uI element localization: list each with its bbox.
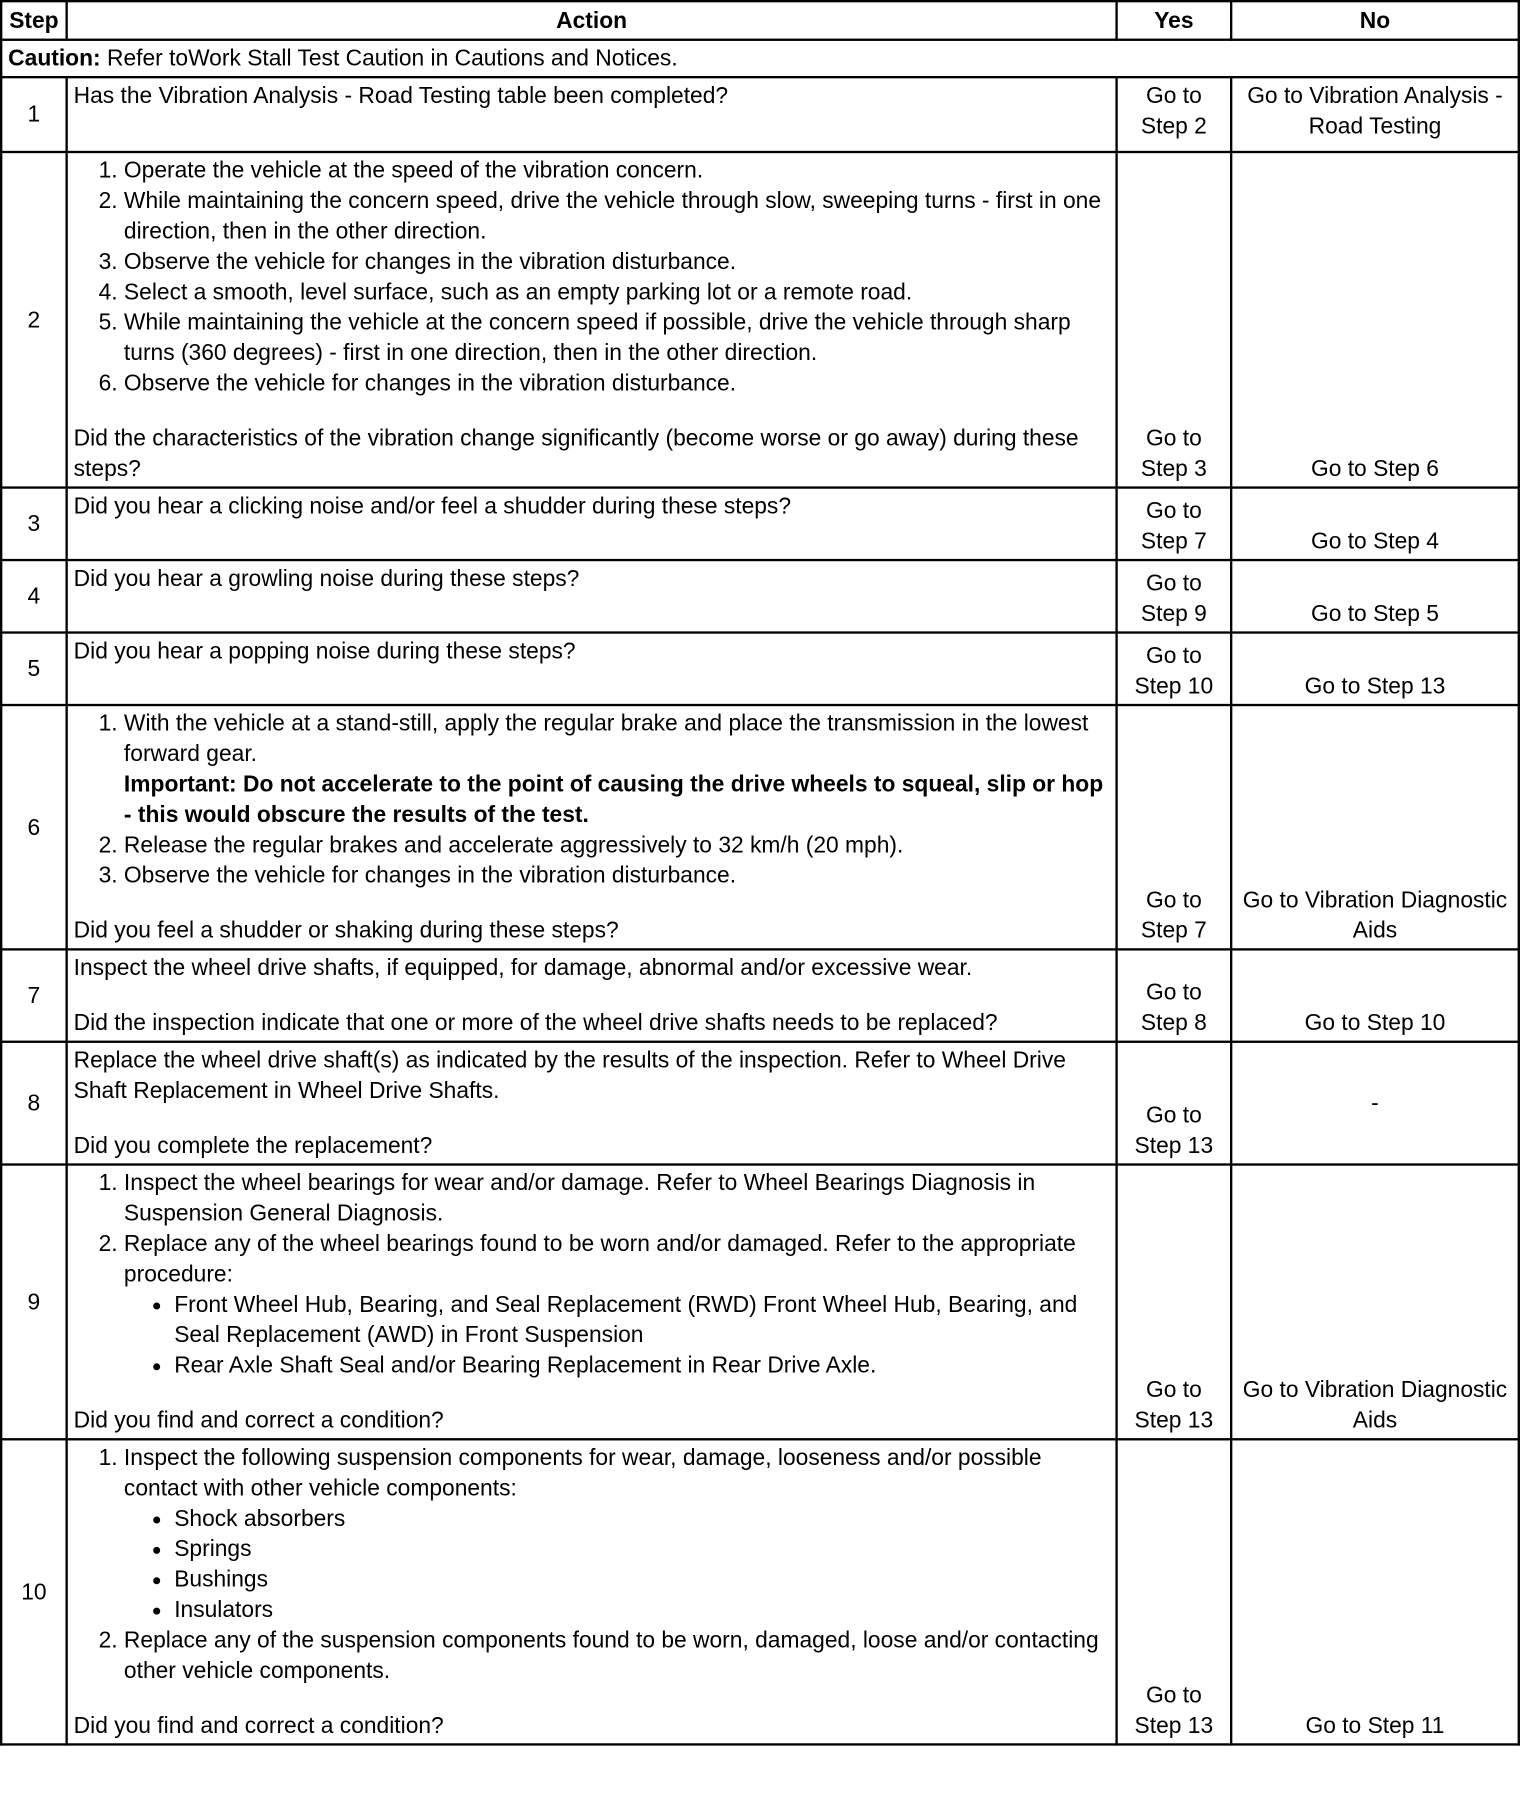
list-item-text: Replace any of the wheel bearings found to be worn and/or damaged. Refer to the appropriate procedure:	[123, 1231, 1076, 1288]
step-number: 6	[1, 705, 66, 949]
question-text: Did you complete the replacement?	[73, 1132, 433, 1159]
bullet-list	[124, 1290, 1110, 1381]
bullet-item: • Rear Axle Shaft Seal and/or Bearing Replacement in Rear Drive Axle.	[174, 1350, 1109, 1380]
yes-link[interactable]: Go to Step 7	[1117, 488, 1232, 560]
list-item-text: Inspect the following suspension components for wear, damage, looseness and/or possible contact with other vehicle components:	[123, 1445, 1042, 1502]
no-link[interactable]: Go to Step 4	[1231, 488, 1519, 560]
header-no: No	[1231, 1, 1519, 40]
yes-link[interactable]: Go to Step 8	[1117, 949, 1232, 1041]
table-row	[1, 705, 1519, 949]
table-row	[1, 1042, 1519, 1165]
step-number: 1	[1, 77, 66, 152]
table-row	[1, 1439, 1519, 1744]
step-number: 3	[1, 488, 66, 560]
question-text: Did you find and correct a condition?	[73, 1407, 444, 1434]
list-item: 3. Observe the vehicle for changes in the vibration disturbance.	[124, 247, 1110, 277]
list-item: 2. Release the regular brakes and accelerate aggressively to 32 km/h (20 mph).	[124, 830, 1110, 860]
question-text: Did you feel a shudder or shaking during these steps?	[73, 917, 619, 944]
no-link[interactable]: Go to Vibration Diagnostic Aids	[1231, 1165, 1519, 1440]
action-cell	[67, 1042, 1117, 1165]
table-row	[1, 560, 1519, 632]
table-row	[1, 77, 1519, 152]
yes-link[interactable]: Go to Step 3	[1117, 152, 1232, 488]
action-cell	[67, 1439, 1117, 1744]
list-item: 6. Observe the vehicle for changes in the vibration disturbance.	[124, 368, 1110, 398]
list-item: 1. Operate the vehicle at the speed of the vibration concern.	[124, 156, 1110, 186]
header-action: Action	[67, 1, 1117, 40]
list-item: 2. While maintaining the concern speed, drive the vehicle through slow, sweeping turns - first in one direction, then in the other direction.	[124, 186, 1110, 247]
table-row	[1, 633, 1519, 705]
no-link[interactable]: Go to Step 5	[1231, 560, 1519, 632]
list-item	[124, 709, 1110, 831]
bullet-item: • Springs	[174, 1534, 1109, 1564]
question-text: Did you find and correct a condition?	[73, 1712, 444, 1739]
bullet-item: • Shock absorbers	[174, 1504, 1109, 1534]
list-item-text: With the vehicle at a stand-still, apply the regular brake and place the transmission in the lowest forward gear.	[123, 710, 1089, 767]
procedure-list	[74, 709, 1110, 891]
action-text: Replace the wheel drive shaft(s) as indicated by the results of the inspection. Refer to Wheel Drive Shaft Replacement in Wheel Drive Shafts.	[73, 1047, 1066, 1104]
yes-link[interactable]: Go to Step 13	[1117, 1165, 1232, 1440]
list-item: 5. While maintaining the vehicle at the concern speed if possible, drive the vehicle through sharp turns (360 degrees) - first in one direction, then in the other direction.	[124, 307, 1110, 368]
caution-text: Refer toWork Stall Test Caution in Cautions and Notices.	[100, 45, 678, 72]
action-text: Did you hear a clicking noise and/or feel a shudder during these steps?	[67, 488, 1117, 560]
action-text: Did you hear a popping noise during these steps?	[67, 633, 1117, 705]
yes-link[interactable]: Go to Step 7	[1117, 705, 1232, 949]
table-row	[1, 488, 1519, 560]
caution-row	[1, 40, 1519, 77]
table-row	[1, 152, 1519, 488]
no-link[interactable]: Go to Step 10	[1231, 949, 1519, 1041]
action-text: Has the Vibration Analysis - Road Testing table been completed?	[67, 77, 1117, 152]
list-item: 1. Inspect the wheel bearings for wear and/or damage. Refer to Wheel Bearings Diagnosis in Suspension General Diagnosis.	[124, 1168, 1110, 1229]
bullet-item: • Bushings	[174, 1564, 1109, 1594]
list-item: 3. Observe the vehicle for changes in the vibration disturbance.	[124, 861, 1110, 891]
header-step: Step	[1, 1, 66, 40]
action-text: Did you hear a growling noise during these steps?	[67, 560, 1117, 632]
no-link[interactable]: Go to Step 11	[1231, 1439, 1519, 1744]
yes-link[interactable]: Go to Step 2	[1117, 77, 1232, 152]
bullet-item: • Insulators	[174, 1595, 1109, 1625]
table-header-row	[1, 1, 1519, 40]
header-yes: Yes	[1117, 1, 1232, 40]
bullet-item: • Front Wheel Hub, Bearing, and Seal Replacement (RWD) Front Wheel Hub, Bearing, and Seal Replacement (AWD) in Front Suspension	[174, 1290, 1109, 1351]
caution-label: Caution:	[8, 45, 101, 72]
step-number: 2	[1, 152, 66, 488]
step-number: 9	[1, 1165, 66, 1440]
action-text: Inspect the wheel drive shafts, if equipped, for damage, abnormal and/or excessive wear.	[73, 955, 973, 981]
important-note: Important: Do not accelerate to the point of causing the drive wheels to squeal, slip or hop - this would obscure the results of the test.	[123, 771, 1104, 828]
no-link[interactable]: Go to Vibration Diagnostic Aids	[1231, 705, 1519, 949]
yes-link[interactable]: Go to Step 10	[1117, 633, 1232, 705]
yes-link[interactable]: Go to Step 13	[1117, 1042, 1232, 1165]
no-link[interactable]: Go to Step 6	[1231, 152, 1519, 488]
step-number: 7	[1, 949, 66, 1041]
question-text: Did the characteristics of the vibration change significantly (become worse or go away) during these steps?	[73, 425, 1079, 482]
yes-link[interactable]: Go to Step 9	[1117, 560, 1232, 632]
step-number: 8	[1, 1042, 66, 1165]
caution-cell	[1, 40, 1519, 77]
yes-link[interactable]: Go to Step 13	[1117, 1439, 1232, 1744]
step-number: 5	[1, 633, 66, 705]
list-item	[124, 1443, 1110, 1625]
list-item: 4. Select a smooth, level surface, such as an empty parking lot or a remote road.	[124, 277, 1110, 307]
procedure-list	[74, 156, 1110, 399]
list-item	[124, 1229, 1110, 1381]
action-cell	[67, 1165, 1117, 1440]
step-number: 4	[1, 560, 66, 632]
procedure-list	[74, 1168, 1110, 1381]
action-cell	[67, 949, 1117, 1041]
no-link: -	[1231, 1042, 1519, 1165]
table-row	[1, 949, 1519, 1041]
procedure-list	[74, 1443, 1110, 1686]
no-link[interactable]: Go to Vibration Analysis - Road Testing	[1231, 77, 1519, 152]
action-cell	[67, 152, 1117, 488]
bullet-list	[124, 1504, 1110, 1626]
question-text: Did the inspection indicate that one or more of the wheel drive shafts needs to be replaced?	[73, 1010, 998, 1036]
list-item: 2. Replace any of the suspension components found to be worn, damaged, loose and/or contacting other vehicle components.	[124, 1625, 1110, 1686]
action-cell	[67, 705, 1117, 949]
table-row	[1, 1165, 1519, 1440]
no-link[interactable]: Go to Step 13	[1231, 633, 1519, 705]
step-number: 10	[1, 1439, 66, 1744]
